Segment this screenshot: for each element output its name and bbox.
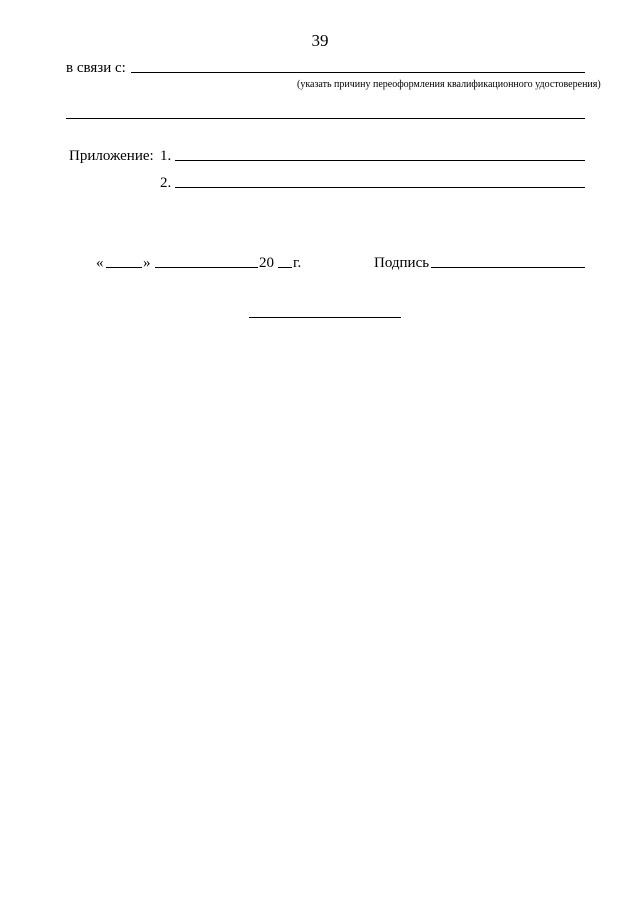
signature-label: Подпись — [374, 255, 430, 271]
date-open-quote: « — [96, 255, 104, 271]
attachment-line-1[interactable] — [175, 160, 585, 161]
day-line[interactable] — [106, 267, 142, 268]
reason-caption: (указать причину переоформления квалификационного удостоверения) — [297, 79, 601, 90]
year-century: 20 — [259, 255, 274, 271]
year-suffix: г. — [293, 255, 302, 271]
attachment-line-2[interactable] — [175, 187, 585, 188]
date-close-quote: » — [143, 255, 151, 271]
closing-separator — [249, 317, 401, 318]
attachment-item-number: 2. — [160, 175, 172, 191]
attachment-label: Приложение: — [69, 148, 154, 164]
reason-line[interactable] — [131, 72, 585, 73]
attachment-item-number: 1. — [160, 148, 172, 164]
year-line[interactable] — [278, 267, 292, 268]
page-number: 39 — [311, 31, 329, 50]
month-line[interactable] — [155, 267, 258, 268]
reason-continuation-line[interactable] — [66, 118, 585, 119]
reason-label: в связи с: — [66, 60, 126, 76]
signature-line[interactable] — [431, 267, 585, 268]
